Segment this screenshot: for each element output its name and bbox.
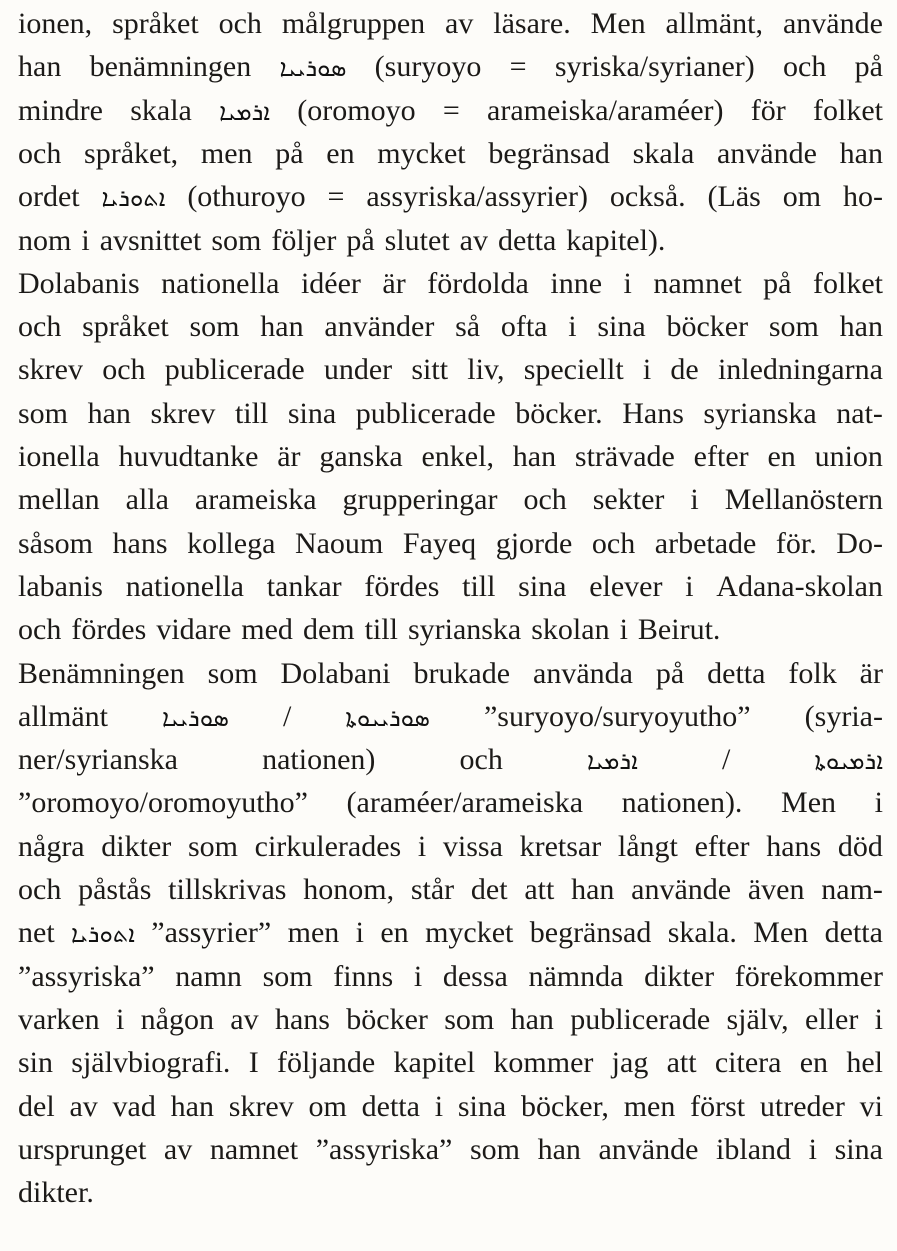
text-line [18,652,883,696]
word: ionen, [18,7,93,40]
text-line [18,89,883,133]
word: språket [112,7,199,40]
word: en [767,440,796,473]
text-line [18,348,883,392]
word: böcker [346,1002,428,1036]
text-line [18,478,883,522]
word: skala. [667,916,737,950]
word: i [115,1002,125,1036]
word: kommer [493,1046,594,1080]
word: = [442,93,460,127]
syriac-term: ܐܬܘܪܝܐ [101,184,166,213]
syriac-term: ܐܪܡܝܘܬܐ [814,747,883,776]
syriac-term: ܐܪܡܝܐ [586,747,638,776]
word: han [512,440,557,473]
word: Men [781,786,837,820]
word: att [666,1046,697,1080]
word: inledningarna [717,353,883,387]
word: på [655,656,685,690]
word: i [619,613,628,647]
text-line [18,2,883,46]
word: till [364,613,398,647]
word: huvudtanke [118,440,259,473]
word: begränsad [529,916,652,950]
word: del [18,1089,55,1123]
word: målgruppen [281,7,426,40]
word: Dolabanis [18,266,140,300]
word: assyriska/assyrier) [366,180,588,214]
word: hans [112,526,168,560]
word: detta [824,916,883,950]
word: böcker. [515,396,603,430]
word: = [327,180,345,214]
word: att [524,873,555,906]
text-line [18,695,883,739]
word: kapitel [393,1046,476,1080]
word: och [18,310,62,344]
word: ibland [716,1132,792,1166]
word: detta [497,223,557,257]
word: en [799,1046,829,1080]
text-line [18,998,883,1042]
word: ofta [500,310,548,344]
word: hans [274,1002,330,1036]
word: liv, [467,353,505,387]
word: vidare [156,613,232,647]
text-line [18,781,883,825]
word: till [234,396,269,430]
word: ”suryoyo/suryoyutho” [483,699,751,733]
word: följer [271,223,337,257]
text-line [18,738,883,782]
text-line [18,1171,883,1215]
word: för. [775,526,817,560]
word: en [326,136,355,170]
word: = [509,50,527,84]
word: i [413,959,423,993]
word: läsare. [493,7,571,40]
word: vissa [442,829,503,863]
word: grupperingar [342,483,498,517]
word: elever [589,569,663,603]
word: själv, [726,1002,789,1036]
word: ursprunget [18,1132,147,1166]
word: fördes [71,613,147,647]
word: skrev [228,1089,294,1123]
word: han [87,396,131,430]
word: om [782,180,822,214]
word: använde [631,873,732,906]
word: dikter. [18,1176,94,1210]
word: ”oromoyo/oromoyutho” [18,786,308,820]
syriac-term: ܣܘܪܝܝܘܬܐ [345,703,430,732]
word: följande [276,1046,376,1080]
word: för [750,93,786,127]
word: ho- [842,180,883,214]
word: ”assyrier” [151,916,272,950]
word: nat- [836,396,883,430]
word: böcker, [520,1089,609,1123]
word: med [241,613,293,647]
word: arameiska/araméer) [487,93,724,127]
word: Men [753,916,809,950]
word: strävade [574,440,675,473]
word: enkel, [421,440,494,473]
word: syriska/syrianer) [554,50,755,84]
word: allmänt [18,699,108,733]
word: slutet [384,223,450,257]
word: avsnittet [99,223,202,257]
word: och [18,136,62,170]
word: arbetade [654,526,757,560]
word: så [455,310,481,344]
word: ionella [18,440,100,473]
word: idéer [300,266,361,300]
word: efter [694,829,750,863]
word: tankar [266,569,342,603]
word: står [410,873,455,906]
word: brukade [413,656,511,690]
word: inne [550,266,603,300]
word: kollega [187,526,276,560]
word: begränsad [488,136,610,170]
word: nationella [161,266,280,300]
word: / [282,699,292,733]
word: i [690,483,699,517]
word: till [462,569,496,603]
word: citera [714,1046,782,1080]
word: av [459,223,488,257]
word: på [275,136,304,170]
word: långt [617,829,678,863]
word: ”assyriska” [18,959,155,993]
text-line [18,1085,883,1129]
word: (araméer/arameiska [346,786,584,820]
word: är [859,656,883,690]
word: språket [82,310,169,344]
word: utreder [759,1089,845,1123]
text-line [18,608,883,652]
word: labanis [18,569,103,603]
word: han [571,873,615,906]
word: som [207,656,258,690]
word: Dolabani [280,656,391,690]
word: som [768,310,819,344]
word: Mellanöstern [724,483,883,517]
word: under [323,353,393,387]
word: använda [533,656,633,690]
word: (oromoyo [297,93,416,127]
word: sina [518,569,567,603]
word: är [382,266,406,300]
word: de [670,353,699,387]
word: dessa [442,959,508,993]
word: benämningen [89,50,252,84]
word: men [287,916,340,950]
word: på [854,50,883,84]
word: varken [18,1002,100,1036]
word: av [445,7,474,40]
syriac-term: ܣܘܪܝܝܐ [279,54,347,83]
word: jag [611,1046,649,1080]
word: i [874,1002,883,1036]
text-line [18,435,883,479]
word: folket [813,93,883,127]
word: detta [707,656,766,690]
syriac-term: ܐܪܡܝܐ [219,97,271,126]
word: allmänt, [665,7,764,40]
text-line [18,868,883,912]
word: han [839,136,883,170]
word: skala [632,136,695,170]
word: ordet [18,180,80,214]
word: i [874,786,883,820]
word: i [81,223,90,257]
word: folk [788,656,837,690]
word: använde [782,7,883,40]
word: som [189,310,240,344]
text-line [18,305,883,349]
word: namn [175,959,242,993]
word: i [568,310,577,344]
word: nam- [821,873,883,906]
word: på [763,266,792,300]
text-line [18,522,883,566]
word: (suryoyo [374,50,482,84]
word: skala [130,93,192,127]
word: han [18,50,62,84]
word: i [434,1089,444,1123]
text-line [18,1128,883,1172]
word: död [837,829,883,863]
word: gjorde [495,526,573,560]
word: publicerade [570,1002,711,1036]
word: hel [846,1046,883,1080]
word: speciellt [523,353,624,387]
word: och [102,353,146,387]
word: Hans [622,396,684,430]
word: i [417,829,427,863]
word: efter [693,440,749,473]
word: namnet [653,266,742,300]
word: nämnda [528,959,624,993]
word: dikter [644,959,715,993]
word: skolan [531,613,610,647]
word: i [808,1132,817,1166]
word: han [510,1002,554,1036]
word: av [163,1132,193,1166]
word: sekter [592,483,665,517]
word: även [747,873,805,906]
word: också. [609,180,686,214]
word: mindre [18,93,103,127]
word: tillskrivas [168,873,287,906]
word: i [355,916,364,950]
word: I [248,1046,259,1080]
syriac-term: ܐܬܘܪܝܐ [71,920,135,949]
syriac-term: ܣܘܪܝܝܐ [162,703,229,732]
word: folket [813,266,883,300]
text-line [18,262,883,306]
word: mycket [377,136,466,170]
word: detta [361,1089,420,1123]
word: i [685,569,694,603]
text-line [18,219,883,263]
word: som [262,959,313,993]
word: och [783,50,827,84]
word: cirkulerades [254,829,402,863]
word: (syria- [804,699,883,733]
word: det [470,873,508,906]
text-line [18,955,883,999]
text-line [18,911,883,955]
word: / [721,743,731,777]
word: Naoum [294,526,384,560]
word: eller [805,1002,859,1036]
word: union [814,440,883,473]
word: om [308,1089,347,1123]
text-line [18,825,883,869]
word: nationen) [262,743,376,777]
word: (othuroyo [187,180,306,214]
word: (Läs [707,180,761,214]
word: påstås [78,873,152,906]
word: kretsar [519,829,602,863]
word: han [170,1089,214,1123]
word: sitt [411,353,449,387]
word: använde [716,136,817,170]
word: sina [457,1089,507,1123]
word: och [218,7,262,40]
word: dem [302,613,355,647]
word: böcker [666,310,749,344]
word: mycket [425,916,514,950]
word: i [623,266,632,300]
word: som [18,396,69,430]
word: ”assyriska” [315,1132,453,1166]
word: använde [598,1132,699,1166]
word: kapitel). [566,223,666,257]
word: nationen). [621,786,743,820]
word: som [187,829,238,863]
text-line [18,175,883,219]
word: alla [125,483,169,517]
word: är [277,440,301,473]
word: men [200,136,253,170]
word: publicerade [164,353,305,387]
word: han [839,310,883,344]
word: nom [18,223,72,257]
word: och [18,873,62,906]
word: publicerade [355,396,496,430]
word: någon [140,1002,214,1036]
word: skrev [18,353,83,387]
word: hans [766,829,822,863]
word: Fayeq [402,526,477,560]
word: Benämningen [18,656,185,690]
word: Adana-skolan [716,569,883,603]
word: av [69,1089,98,1123]
word: språket, [84,136,179,170]
word: som [469,1132,520,1166]
text-line [18,1041,883,1085]
word: fördes [364,569,440,603]
text-line [18,45,883,89]
text-line [18,392,883,436]
word: en [380,916,409,950]
word: Men [590,7,646,40]
word: några [18,829,85,863]
word: Do- [836,526,883,560]
word: honom, [303,873,395,906]
word: sina [287,396,337,430]
word: fördolda [427,266,529,300]
word: syrianska [407,613,522,647]
word: använder [324,310,435,344]
word: i [642,353,652,387]
word: namnet [209,1132,299,1166]
word: arameiska [194,483,317,517]
word: mellan [18,483,100,517]
word: dikter [101,829,172,863]
word: som [444,1002,495,1036]
word: och [459,743,503,777]
word: Beirut. [637,613,721,647]
word: och [591,526,636,560]
word: men [623,1089,676,1123]
word: självbiografi. [71,1046,231,1080]
word: ganska [319,440,403,473]
word: och [18,613,62,647]
word: finns [333,959,394,993]
word: nationella [125,569,244,603]
word: ner/syrianska [18,743,178,777]
word: på [346,223,375,257]
word: vi [859,1089,883,1123]
word: sina [834,1132,883,1166]
word: av [230,1002,259,1036]
word: förekommer [734,959,883,993]
word: net [18,916,55,950]
word: syrianska [703,396,817,430]
word: skrev [150,396,216,430]
text-line [18,132,883,176]
word: såsom [18,526,93,560]
word: sina [597,310,646,344]
word: han [260,310,304,344]
word: och [523,483,567,517]
word: sin [18,1046,54,1080]
word: som [211,223,262,257]
word: han [537,1132,581,1166]
text-line [18,565,883,609]
word: vad [112,1089,156,1123]
word: först [690,1089,746,1123]
